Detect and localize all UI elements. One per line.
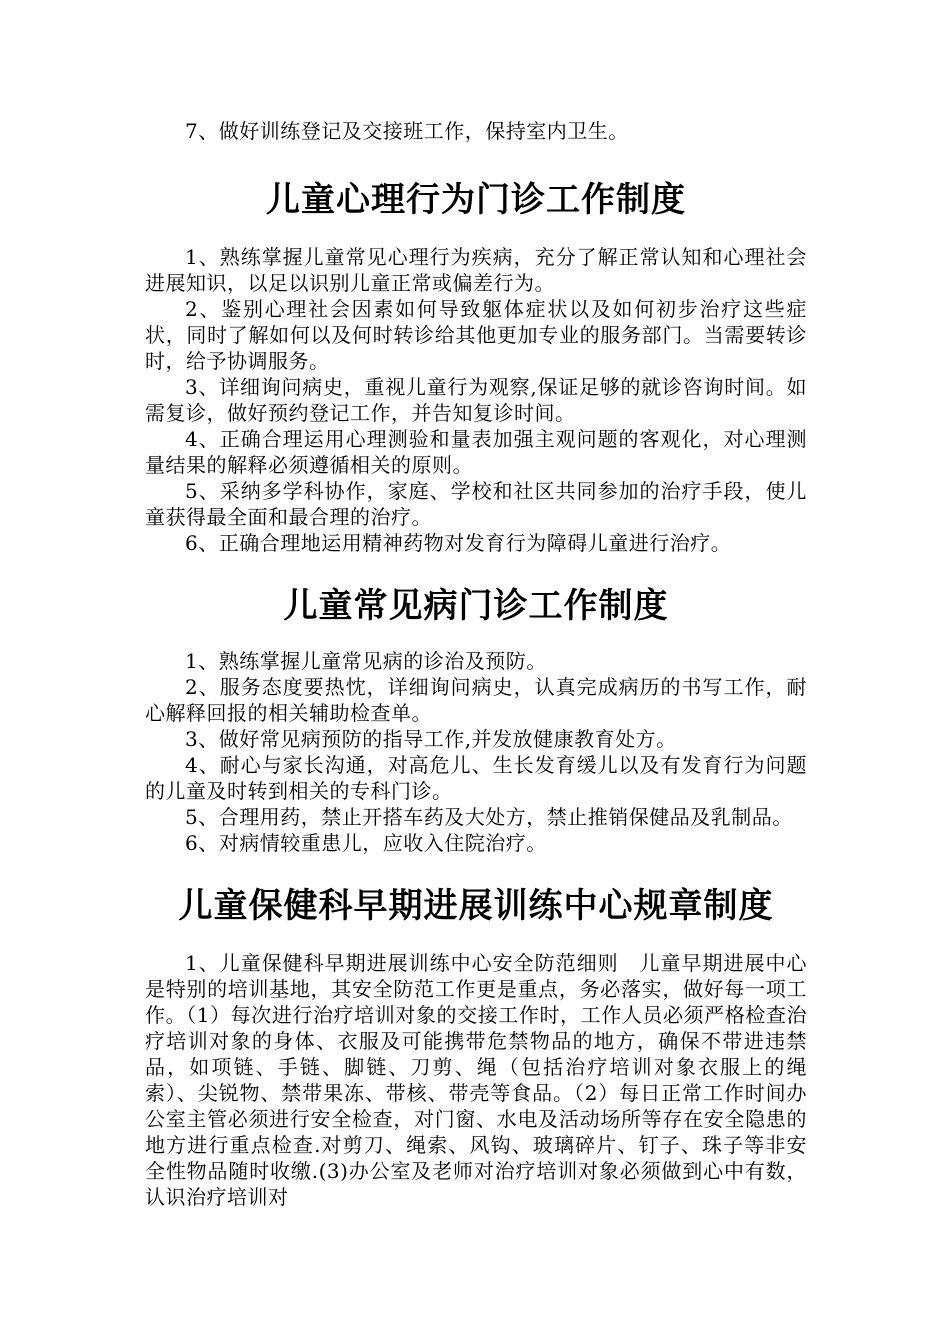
section-common-disease-clinic	[145, 584, 807, 856]
list-item: 3、详细询问病史，重视儿童行为观察,保证足够的就诊咨询时间。如需复诊，做好预约登记工作，并告知复诊时间。	[145, 375, 807, 425]
list-item: 5、合理用药，禁止开搭车药及大处方，禁止推销保健品及乳制品。	[185, 805, 793, 829]
list-item: 1、熟练掌握儿童常见心理行为疾病，充分了解正常认知和心理社会进展知识，以足以识别儿童正常或偏差行为。	[145, 245, 807, 295]
list-item: 3、做好常见病预防的指导工作,并发放健康教育处方。	[185, 727, 677, 751]
list-item: 1、儿童保健科早期进展训练中心安全防范细则 儿童早期进展中心是特别的培训基地，其安全防范工作更是重点，务必落实，做好每一项工作。（1）每次进行治疗培训对象的交接工作时，工作人员必须严格检查治疗培训对象的身体、衣服及可能携带危禁物品的地方，确保不带进违禁品，如项链、手链、脚链、刀剪、绳（包括治疗培训对象衣服上的绳索）、尖锐物、禁带果冻、带核、带壳等食品。（2）每日正常工作时间办公室主管必须进行安全检查，对门窗、水电及活动场所等存在安全隐患的地方进行重点检查.对剪刀、绳索、风钩、玻璃碎片、钉子、珠子等非安全性物品随时收缴.(3)办公室及老师对治疗培训对象必须做到心中有数，认识治疗培训对	[145, 951, 807, 1209]
list-item: 6、对病情较重患儿，应收入住院治疗。	[185, 831, 547, 855]
list-item: 2、服务态度要热忱，详细询问病史，认真完成病历的书写工作，耐心解释回报的相关辅助检查单。	[145, 675, 807, 725]
list-item: 1、熟练掌握儿童常见病的诊治及预防。	[185, 649, 547, 673]
intro-paragraph: 7、做好训练登记及交接班工作，保持室内卫生。	[185, 119, 629, 143]
document-page	[145, 118, 807, 1210]
list-item: 4、正确合理运用心理测验和量表加强主观问题的客观化，对心理测量结果的解释必须遵循相关的原则。	[145, 427, 807, 477]
list-item: 2、鉴别心理社会因素如何导致躯体症状以及如何初步治疗这些症状，同时了解如何以及何时转诊给其他更加专业的服务部门。当需要转诊时，给予协调服务。	[145, 297, 807, 373]
list-item: 4、耐心与家长沟通，对高危儿、生长发育缓儿以及有发育行为问题的儿童及时转到相关的专科门诊。	[145, 753, 807, 803]
section-early-development-center	[145, 884, 807, 1210]
list-item: 6、正确合理地运用精神药物对发育行为障碍儿童进行治疗。	[185, 531, 732, 555]
section-title: 儿童心理行为门诊工作制度	[266, 180, 686, 220]
section-title: 儿童保健科早期进展训练中心规章制度	[178, 886, 774, 926]
section-psych-behavior-clinic	[145, 178, 807, 556]
section-title: 儿童常见病门诊工作制度	[283, 586, 669, 626]
list-item: 5、采纳多学科协作，家庭、学校和社区共同参加的治疗手段，使儿童获得最全面和最合理的治疗。	[145, 479, 807, 529]
